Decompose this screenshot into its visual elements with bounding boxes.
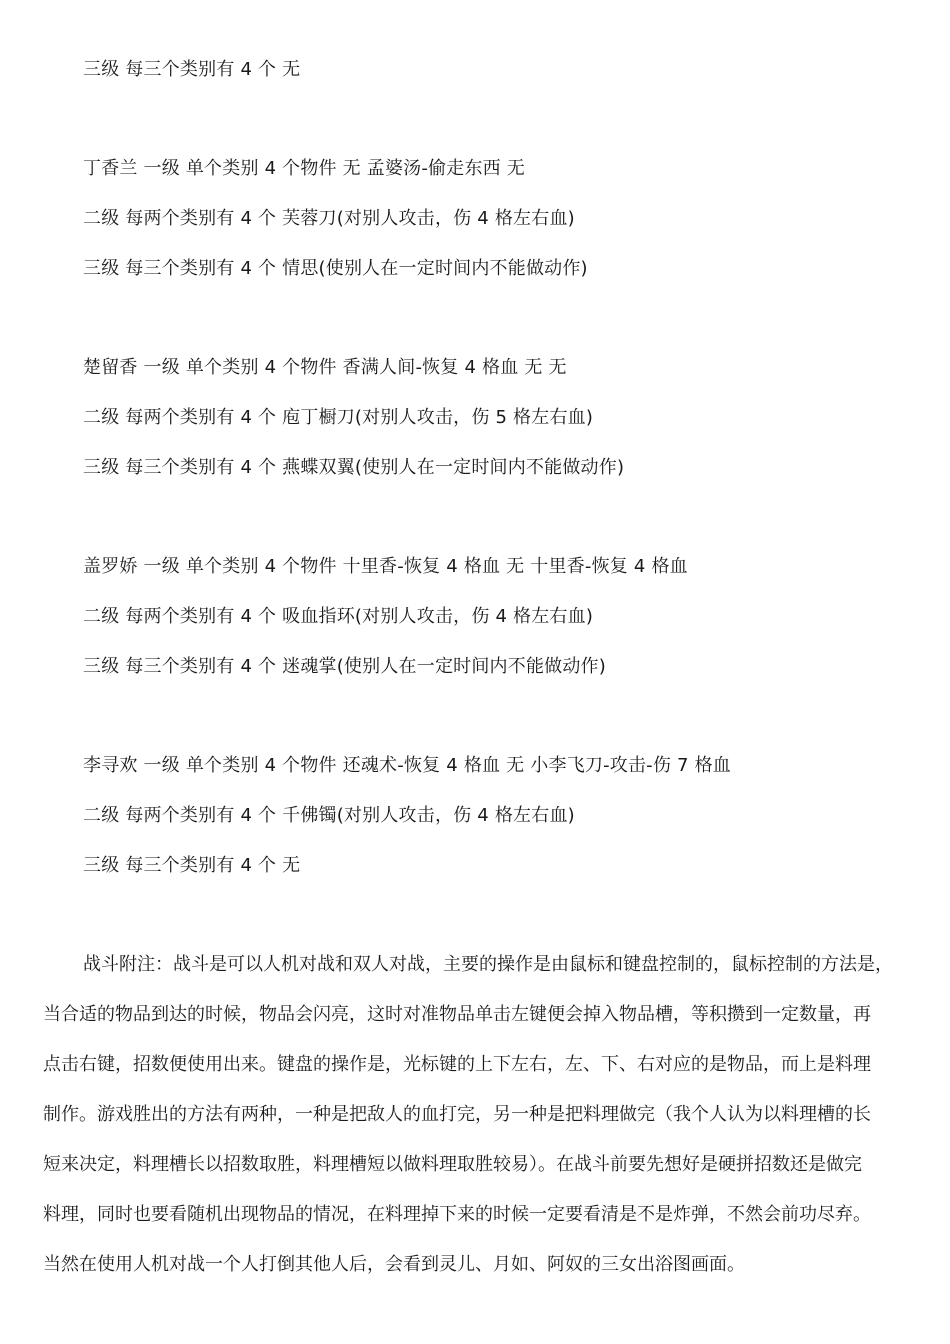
text-line: 二级 每两个类别有 4 个 庖丁橱刀(对别人攻击，伤 5 格左右血) [83,407,594,428]
battle-note-line: 当合适的物品到达的时候，物品会闪亮，这时对准物品单击左键便会掉入物品槽，等积攒到一定数量，再 [43,1004,871,1025]
text-line: 楚留香 一级 单个类别 4 个物件 香满人间-恢复 4 格血 无 无 [83,357,567,378]
text-line: 二级 每两个类别有 4 个 千佛镯(对别人攻击，伤 4 格左右血) [83,805,575,826]
battle-note-line: 战斗附注：战斗是可以人机对战和双人对战，主要的操作是由鼠标和键盘控制的，鼠标控制的方法是， [83,954,893,975]
text-line: 三级 每三个类别有 4 个 无 [83,59,301,80]
text-line: 三级 每三个类别有 4 个 迷魂掌(使别人在一定时间内不能做动作) [83,656,606,677]
text-line: 李寻欢 一级 单个类别 4 个物件 还魂术-恢复 4 格血 无 小李飞刀-攻击-伤 7 格血 [83,755,731,776]
battle-note-line: 制作。游戏胜出的方法有两种，一种是把敌人的血打完，另一种是把料理做完（我个人认为以料理槽的长 [43,1104,871,1125]
text-line: 丁香兰 一级 单个类别 4 个物件 无 孟婆汤-偷走东西 无 [83,158,525,179]
battle-note-line: 料理，同时也要看随机出现物品的情况，在料理掉下来的时候一定要看清是不是炸弹，不然会前功尽弃。 [43,1204,871,1225]
text-line: 三级 每三个类别有 4 个 情思(使别人在一定时间内不能做动作) [83,258,588,279]
text-line: 三级 每三个类别有 4 个 无 [83,855,301,876]
text-line: 二级 每两个类别有 4 个 吸血指环(对别人攻击，伤 4 格左右血) [83,606,594,627]
battle-note-line: 点击右键，招数便使用出来。键盘的操作是，光标键的上下左右，左、下、右对应的是物品，而上是料理 [43,1054,871,1075]
battle-note-line: 当然在使用人机对战一个人打倒其他人后，会看到灵儿、月如、阿奴的三女出浴图画面。 [43,1254,745,1275]
battle-note-line: 短来决定，料理槽长以招数取胜，料理槽短以做料理取胜较易）。在战斗前要先想好是硬拼招数还是做完 [43,1154,862,1175]
text-line: 二级 每两个类别有 4 个 芙蓉刀(对别人攻击，伤 4 格左右血) [83,208,575,229]
text-line: 三级 每三个类别有 4 个 燕蝶双翼(使别人在一定时间内不能做动作) [83,457,625,478]
text-line: 盖罗娇 一级 单个类别 4 个物件 十里香-恢复 4 格血 无 十里香-恢复 4 格血 [83,556,688,577]
